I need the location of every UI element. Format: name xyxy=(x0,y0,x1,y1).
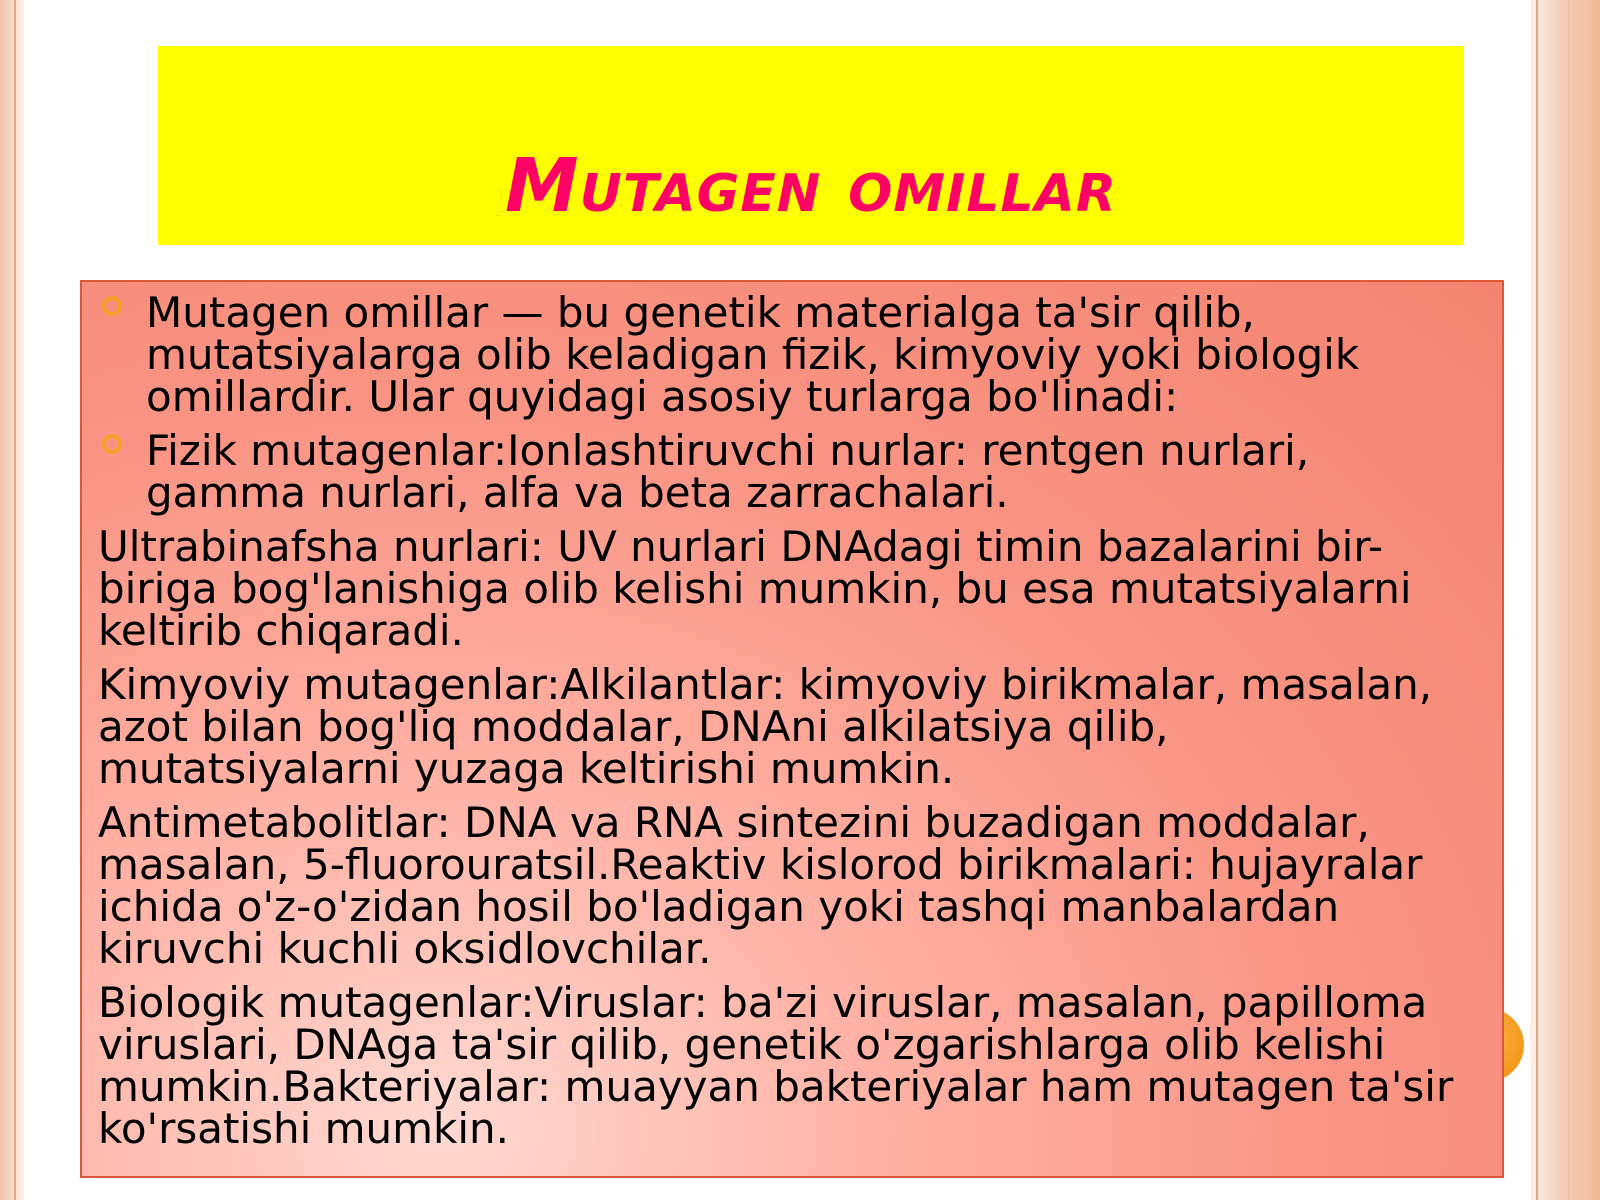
slide-frame-right-line-inner xyxy=(1568,0,1570,1200)
bullet-text: Mutagen omillar — bu genetik materialga ta'sir qilib, mutatsiyalarga olib keladigan fizik, kimyoviy yoki biologik omillardir. Ular quyidagi asosiy turlarga bo'linadi: xyxy=(146,288,1360,421)
paragraph: Kimyoviy mutagenlar:Alkilantlar: kimyoviy birikmalar, masalan, azot bilan bog'liq moddalar, DNAni alkilatsiya qilib, mutatsiyalarni yuzaga keltirishi mumkin. xyxy=(98,660,1433,793)
title-band xyxy=(158,46,1464,245)
bullet-item xyxy=(98,426,1478,517)
paragraph: Antimetabolitlar: DNA va RNA sintezini buzadigan moddalar, masalan, 5-fluorouratsil.Reaktiv kislorod birikmalari: hujayralar ichida o'z-o'zidan hosil bo'ladigan yoki tashqi manbalardan kiruvchi kuchli oksidlovchilar. xyxy=(98,798,1423,973)
bullet-text: Fizik mutagenlar:Ionlashtiruvchi nurlar: rentgen nurlari, gamma nurlari, alfa va beta zarrachalari. xyxy=(146,426,1310,517)
slide-title: Mutagen omillar xyxy=(505,143,1117,229)
ring-bullet-icon xyxy=(102,434,122,454)
paragraph: Biologik mutagenlar:Viruslar: ba'zi viruslar, masalan, papilloma viruslari, DNAga ta'sir qilib, genetik o'zgarishlarga olib kelishi mumkin.Bakteriyalar: muayyan bakteriyalar ham mutagen ta'sir ko'rsatishi mumkin. xyxy=(98,978,1454,1153)
slide-frame-right-line xyxy=(1536,0,1538,1200)
bullet-item xyxy=(98,288,1478,421)
slide-frame-left xyxy=(0,0,24,1200)
content-box xyxy=(80,280,1504,1178)
slide-frame-left-line xyxy=(14,0,16,1200)
ring-bullet-icon xyxy=(102,296,122,316)
slide-frame-right xyxy=(1530,0,1600,1200)
paragraph: Ultrabinafsha nurlari: UV nurlari DNAdagi timin bazalarini bir-biriga bog'lanishiga olib kelishi mumkin, bu esa mutatsiyalarni keltirib chiqaradi. xyxy=(98,522,1412,655)
